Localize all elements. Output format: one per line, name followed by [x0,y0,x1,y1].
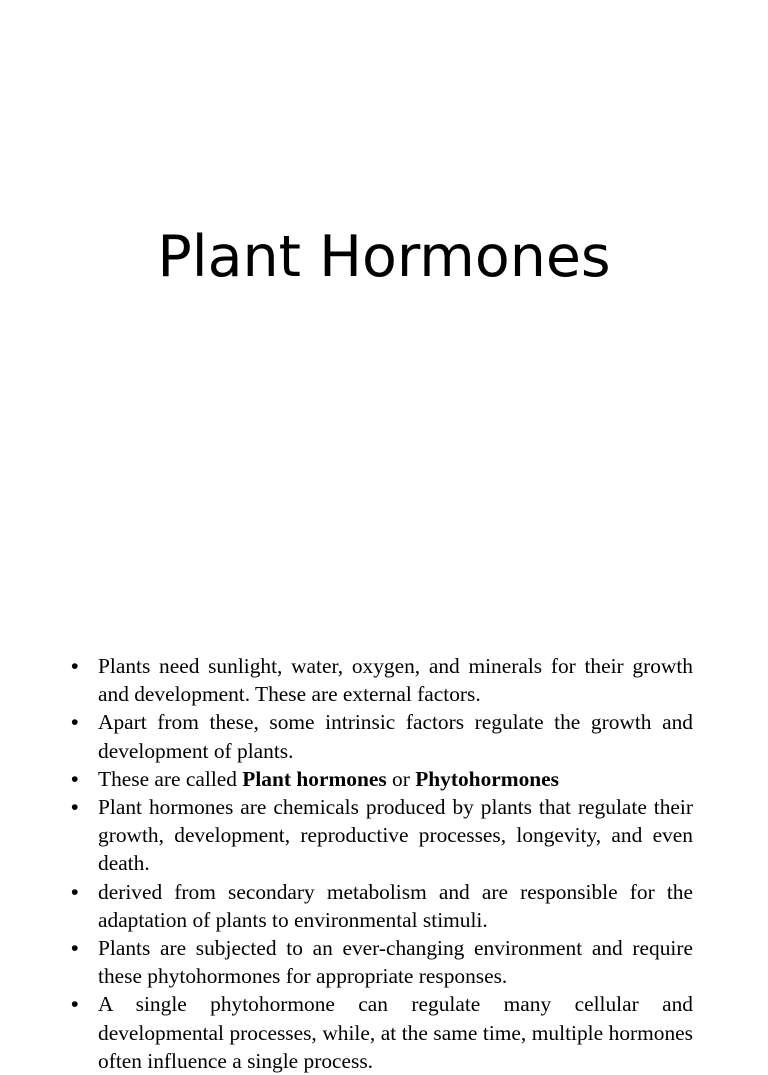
list-item: • Plants are subjected to an ever-changing environment and require these phytohormones for appropriate responses. [98,934,693,990]
term-plant-hormones: Plant hormones [242,766,387,791]
term-phytohormones: Phytohormones [415,766,559,791]
bullet-list [98,652,693,1075]
list-item: • Apart from these, some intrinsic factors regulate the growth and development of plants. [98,708,693,764]
slide-title: Plant Hormones [157,224,611,290]
list-item: • derived from secondary metabolism and are responsible for the adaptation of plants to environmental stimuli. [98,878,693,934]
bullet-text: These are called [98,766,243,791]
list-item: • Plants need sunlight, water, oxygen, and minerals for their growth and development. These are external factors. [98,652,693,708]
bullet-text: or [386,766,416,791]
list-item: • Plant hormones are chemicals produced by plants that regulate their growth, development, reproductive processes, longevity, and even death. [98,793,693,878]
list-item [98,765,693,793]
list-item: • A single phytohormone can regulate many cellular and developmental processes, while, at the same time, multiple hormones often influence a single process. [98,990,693,1075]
